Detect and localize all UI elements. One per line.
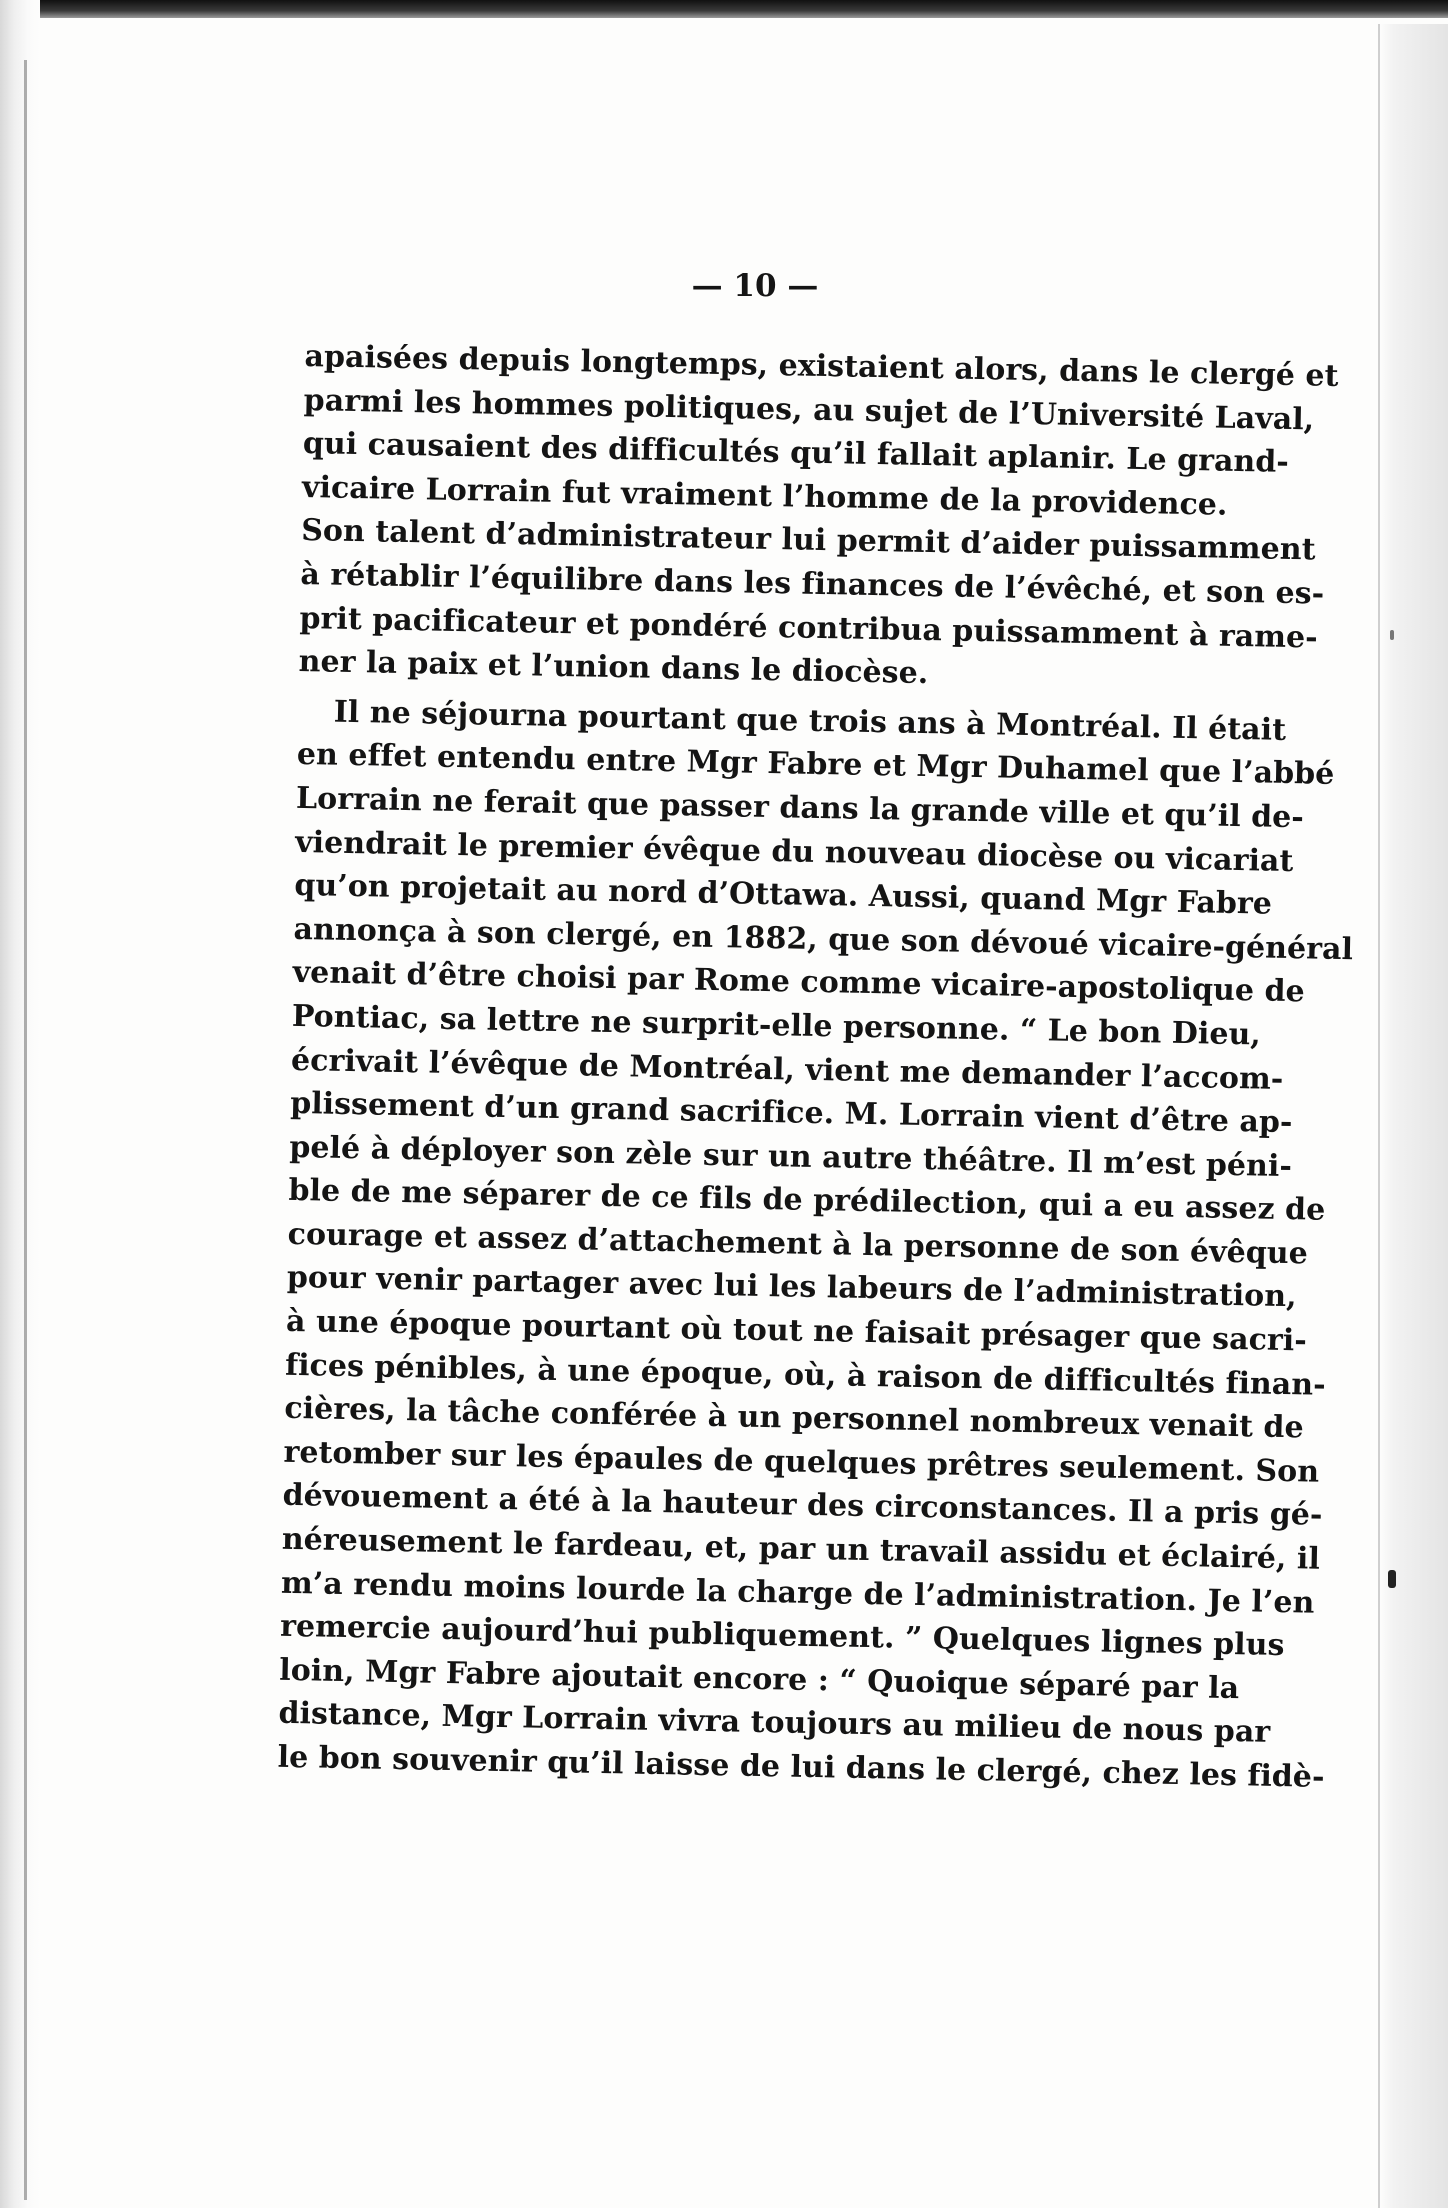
page-right-edge xyxy=(1378,24,1448,2208)
text-line: Lorrain ne ferait que passer dans la grande ville et qu’il de- xyxy=(295,780,1305,836)
text-line: Il ne séjourna pourtant que trois ans à Montréal. Il était xyxy=(333,694,1287,748)
text-line: annonça à son clergé, en 1882, que son dévoué vicaire-général xyxy=(293,911,1354,967)
text-line: distance, Mgr Lorrain vivra toujours au milieu de nous par xyxy=(278,1696,1271,1751)
text-line: fices pénibles, à une époque, où, à raison de difficultés finan- xyxy=(284,1347,1326,1403)
text-line: pour venir partager avec lui les labeurs de l’administration, xyxy=(286,1260,1297,1315)
text-line: remercie aujourd’hui publiquement. ” Quelques lignes plus xyxy=(279,1608,1285,1664)
text-line: ble de me séparer de ce fils de prédilection, qui a eu assez de xyxy=(288,1173,1326,1229)
text-line: Son talent d’administrateur lui permit d’aider puissamment xyxy=(300,513,1316,568)
text-line: en effet entendu entre Mgr Fabre et Mgr Duhamel que l’abbé xyxy=(296,737,1335,793)
page-number: — 10 — xyxy=(691,268,819,304)
text-line: parmi les hommes politiques, au sujet de l’Université Laval, xyxy=(303,382,1315,437)
text-line: ner la paix et l’union dans le diocèse. xyxy=(298,644,929,692)
text-line: venait d’être choisi par Rome comme vicaire-apostolique de xyxy=(292,955,1305,1010)
paragraph-1 xyxy=(298,335,1339,701)
text-line: m’a rendu moins lourde la charge de l’administration. Je l’en xyxy=(280,1565,1315,1621)
text-line: qu’on projetait au nord d’Ottawa. Aussi, quand Mgr Fabre xyxy=(294,868,1273,922)
edge-speck xyxy=(1390,630,1394,640)
text-line: dévouement a été à la hauteur des circonstances. Il a pris gé- xyxy=(282,1478,1323,1534)
text-line: néreusement le fardeau, et, par un travail assidu et éclairé, il xyxy=(281,1521,1321,1577)
text-line: apaisées depuis longtemps, existaient alors, dans le clergé et xyxy=(304,338,1339,394)
text-line: le bon souvenir qu’il laisse de lui dans le clergé, chez les fidè- xyxy=(277,1739,1325,1795)
text-line: qui causaient des difficultés qu’il fallait aplanir. Le grand- xyxy=(302,426,1290,481)
text-line: loin, Mgr Fabre ajoutait encore : “ Quoique séparé par la xyxy=(279,1652,1240,1706)
text-line: viendrait le premier évêque du nouveau diocèse ou vicariat xyxy=(294,824,1294,879)
text-line: cières, la tâche conférée à un personnel nombreux venait de xyxy=(284,1391,1304,1446)
text-line: courage et assez d’attachement à la personne de son évêque xyxy=(287,1216,1309,1272)
body-text xyxy=(277,335,1354,1797)
text-line: vicaire Lorrain fut vraiment l’homme de la providence. xyxy=(301,469,1228,523)
edge-mark xyxy=(1388,1570,1396,1588)
text-line: retomber sur les épaules de quelques prêtres seulement. Son xyxy=(283,1434,1320,1490)
paragraph-2 xyxy=(277,690,1354,1797)
scanner-top-band xyxy=(0,0,1448,18)
binding-edge xyxy=(0,0,40,2208)
text-line: Pontiac, sa lettre ne surprit-elle personne. “ Le bon Dieu, xyxy=(291,998,1262,1053)
binding-rule xyxy=(24,60,27,2200)
text-line: à rétablir l’équilibre dans les finances de l’évêché, et son es- xyxy=(300,556,1325,612)
text-line: écrivait l’évêque de Montréal, vient me demander l’accom- xyxy=(290,1042,1284,1097)
text-line: prit pacificateur et pondéré contribua puissamment à rame- xyxy=(299,600,1319,656)
text-line: à une époque pourtant où tout ne faisait présager que sacri- xyxy=(285,1303,1308,1359)
text-line: pelé à déployer son zèle sur un autre théâtre. Il m’est péni- xyxy=(289,1129,1293,1184)
text-line: plissement d’un grand sacrifice. M. Lorrain vient d’être ap- xyxy=(289,1085,1293,1141)
